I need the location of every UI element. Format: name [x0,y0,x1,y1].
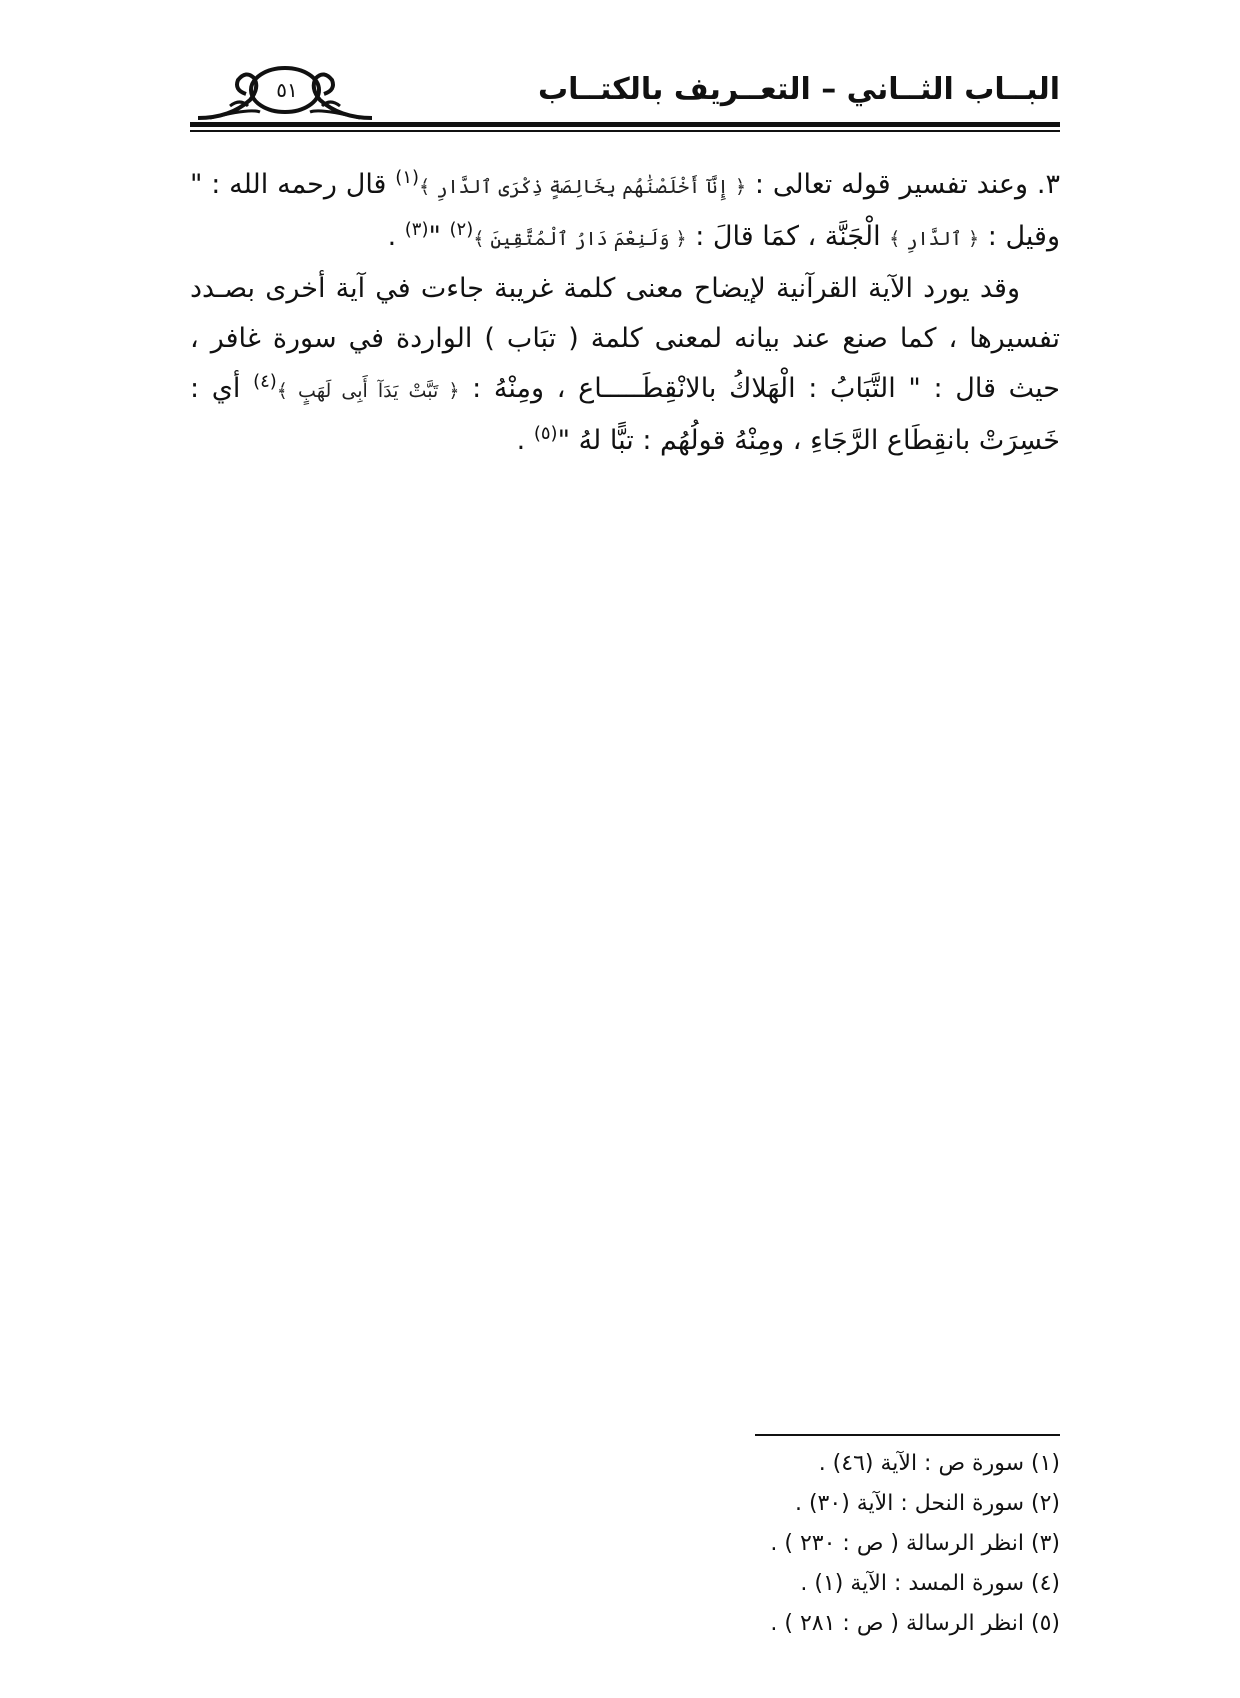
footnote-ref-4[interactable]: (٤) [253,371,277,392]
footnote-ref-3[interactable]: (٣) [404,219,429,240]
p1-quote-end: " [428,221,450,252]
quran-verse-1: ﴿ إِنَّآ أَخْلَصْنَٰهُم بِخَالِصَةٍ ذِكْرَى ٱلدَّارِ ﴾ [419,176,747,198]
footnote-ref-1[interactable]: (١) [395,167,420,188]
paragraph-1 [190,160,1060,264]
p1-mid2: الْجَنَّة ، كمَا قالَ : [686,221,890,252]
main-text [190,160,1060,466]
p2-lead: وقد يورد الآية القرآنية لإيضاح معنى كلمة غريبة جاءت في آية أخرى بصـدد تفسيرها ، كما صنع عند بيانه لمعنى كلمة ( تبَاب ) الواردة في سورة غافر ، حيث قال : " التَّبَابُ : الْهَلاكُ بالانْقِطَـــــاع ، ومِنْهُ : [190,273,1060,404]
footnotes [600,1444,1060,1644]
page-number: ٥١ [276,78,298,102]
p1-lead: ٣. وعند تفسير قوله تعالى : [746,169,1060,200]
footnote-2: (٢) سورة النحل : الآية (٣٠) . [794,1491,1060,1516]
p1-tail: . [387,221,405,252]
p1-mid: قال رحمه الله : " وقيل : [190,169,1060,252]
header-rule-thin [190,130,1060,132]
header-rule-thick [190,122,1060,127]
paragraph-2 [190,264,1060,466]
footnote-separator [755,1434,1060,1436]
page-header [190,60,1060,140]
footnote-ref-2[interactable]: (٢) [449,219,474,240]
footnote-5: (٥) انظر الرسالة ( ص : ٢٨١ ) . [770,1611,1060,1636]
footnote-1: (١) سورة ص : الآية (٤٦) . [818,1451,1060,1476]
footnote-3: (٣) انظر الرسالة ( ص : ٢٣٠ ) . [770,1531,1060,1556]
footnote-ref-5[interactable]: (٥) [533,423,558,444]
quran-verse-4: ﴿ تَبَّتْ يَدَآ أَبِى لَهَبٍ ﴾ [276,380,460,402]
quran-verse-3: ﴿ وَلَنِعْمَ دَارُ ٱلْمُتَّقِينَ ﴾ [473,228,687,250]
p2-tail: . [516,425,534,456]
chapter-title: البــاب الثــاني – التعــريف بالكتــاب [538,72,1060,107]
footnote-4: (٤) سورة المسد : الآية (١) . [800,1571,1060,1596]
p2-mid: أي : خَسِرَتْ بانقِطَاع الرَّجَاءِ ، ومِنْهُ قولُهُم : تبًّا لهُ " [190,373,1060,456]
quran-verse-2: ﴿ ٱلدَّارِ ﴾ [889,228,980,250]
